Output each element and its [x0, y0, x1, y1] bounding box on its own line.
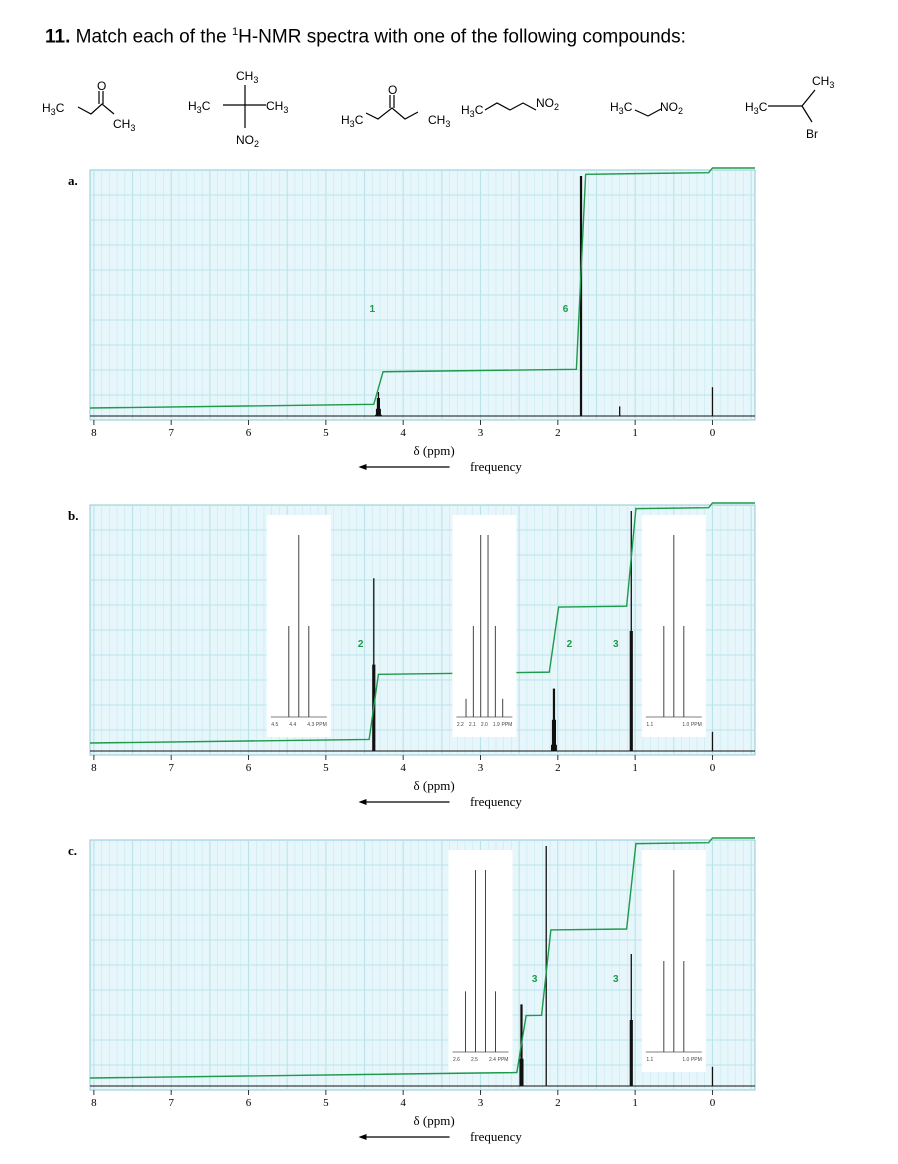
inset-tick-label: 2.1 — [468, 722, 476, 728]
inset-tick-label: 2.0 — [480, 722, 488, 728]
compound-3-label-o: O — [388, 83, 398, 97]
nmr-spectrum-a — [0, 165, 898, 485]
x-tick-label: 6 — [245, 427, 252, 439]
x-tick-label: 4 — [400, 1097, 406, 1109]
inset-tick-label: 2.5 — [471, 1057, 478, 1063]
x-tick-label: 2 — [555, 762, 561, 774]
compound-1-label-o: O — [97, 79, 107, 93]
compound-2-methyl-2-nitropropane — [223, 85, 266, 128]
compound-2-label-ch3-top: $CH_3$ — [236, 69, 259, 85]
compound-2-bromopropane — [768, 90, 815, 122]
inset-unit-label: PPM — [690, 722, 702, 728]
compound-4-label-h3c: $H_3C$ — [461, 103, 484, 119]
integral-label: 3 — [613, 639, 619, 650]
x-tick-label: 4 — [400, 762, 406, 774]
nmr-spectrum-b — [0, 500, 898, 820]
multiplet-inset — [642, 850, 706, 1072]
x-tick-label: 5 — [323, 427, 329, 439]
x-tick-label: 7 — [168, 427, 174, 439]
frequency-arrow-head — [359, 799, 367, 805]
x-axis-label: δ (ppm) — [413, 1113, 455, 1128]
compound-1-nitropropane — [485, 103, 536, 110]
x-tick-label: 1 — [632, 762, 638, 774]
inset-tick-label: 2.2 — [456, 722, 464, 728]
multiplet-inset — [448, 850, 512, 1072]
integral-label: 2 — [357, 639, 364, 650]
compound-structures — [0, 0, 898, 165]
x-tick-label: 4 — [400, 427, 406, 439]
x-tick-label: 3 — [477, 1097, 484, 1109]
x-tick-label: 3 — [477, 762, 484, 774]
compound-butan-2-one — [78, 91, 114, 114]
inset-tick-label: 2.6 — [453, 1057, 460, 1063]
compound-2-label-ch3-right: $CH_3$ — [266, 99, 289, 115]
integral-label: 3 — [613, 974, 619, 985]
x-tick-label: 0 — [709, 762, 716, 774]
compound-2-label-no2: $NO_2$ — [236, 133, 260, 149]
spectrum-panel-c — [0, 835, 898, 1155]
x-tick-label: 3 — [477, 427, 484, 439]
frequency-label: frequency — [469, 1129, 522, 1144]
inset-unit-label: PPM — [690, 1057, 702, 1063]
spectrum-panel-a — [0, 165, 898, 485]
multiplet-inset — [642, 515, 706, 737]
frequency-arrow-head — [359, 1134, 367, 1140]
panel-label-c: c. — [68, 843, 78, 858]
compound-3-label-h3c: $H_3C$ — [341, 113, 364, 129]
x-tick-label: 2 — [555, 427, 561, 439]
x-axis-label: δ (ppm) — [413, 443, 455, 458]
compound-6-label-h3c: $H_3C$ — [745, 100, 768, 116]
integral-label: 3 — [531, 974, 538, 985]
multiplet-inset — [267, 515, 331, 737]
inset-tick-label: 1.0 — [682, 722, 690, 728]
inset-tick-label: 1.0 — [682, 1057, 690, 1063]
inset-tick-label: 4.3 — [307, 722, 315, 728]
panel-label-b: b. — [68, 508, 79, 523]
integral-label: 6 — [562, 304, 569, 315]
inset-tick-label: 1.1 — [646, 1057, 654, 1063]
compound-pentan-3-one — [366, 95, 418, 119]
question-text-after: H-NMR spectra with one of the following compounds: — [238, 26, 686, 48]
inset-tick-label: 1.1 — [646, 722, 654, 728]
x-axis-label: δ (ppm) — [413, 778, 455, 793]
integral-label: 2 — [566, 639, 573, 650]
x-tick-label: 7 — [168, 762, 174, 774]
spectrum-panel-b — [0, 500, 898, 820]
compound-6-label-ch3: $CH_3$ — [812, 74, 835, 90]
x-tick-label: 0 — [709, 1097, 716, 1109]
x-tick-label: 1 — [632, 427, 638, 439]
compound-1-label-ch3: $CH_3$ — [113, 117, 136, 133]
compound-1-label-h3c: $H_3C$ — [42, 101, 65, 117]
x-tick-label: 6 — [245, 762, 252, 774]
x-tick-label: 0 — [709, 427, 716, 439]
x-tick-label: 8 — [91, 1097, 97, 1109]
x-tick-label: 2 — [555, 1097, 561, 1109]
compound-3-label-ch3: $CH_3$ — [428, 113, 451, 129]
question-number: 11. — [45, 26, 71, 48]
compound-4-label-no2: $NO_2$ — [536, 96, 560, 112]
compound-5-label-h3c: $H_3C$ — [610, 100, 633, 116]
panel-label-a: a. — [68, 173, 78, 188]
compound-5-label-no2: $NO_2$ — [660, 100, 684, 116]
x-tick-label: 1 — [632, 1097, 638, 1109]
x-tick-label: 5 — [323, 1097, 329, 1109]
integral-label: 1 — [369, 304, 376, 315]
multiplet-inset — [452, 515, 516, 737]
compound-6-label-br: Br — [806, 127, 819, 141]
inset-tick-label: 1.9 — [492, 722, 500, 728]
x-tick-label: 5 — [323, 762, 329, 774]
question-text-before: Match each of the — [75, 26, 232, 48]
frequency-arrow-head — [359, 464, 367, 470]
inset-tick-label: 4.5 — [271, 722, 279, 728]
x-tick-label: 8 — [91, 427, 97, 439]
frequency-label: frequency — [469, 459, 522, 474]
x-tick-label: 7 — [168, 1097, 174, 1109]
inset-unit-label: PPM — [315, 722, 327, 728]
inset-tick-label: 4.4 — [289, 722, 297, 728]
compound-2-label-h3c: $H_3C$ — [188, 99, 211, 115]
frequency-label: frequency — [469, 794, 522, 809]
compound-nitroethane — [635, 109, 661, 116]
x-tick-label: 8 — [91, 762, 97, 774]
inset-unit-label: PPM — [501, 722, 513, 728]
inset-unit-label: PPM — [497, 1057, 509, 1063]
nmr-spectrum-c — [0, 835, 898, 1155]
x-tick-label: 6 — [245, 1097, 252, 1109]
question-superscript: 1 — [231, 26, 239, 38]
inset-tick-label: 2.4 — [489, 1057, 496, 1063]
